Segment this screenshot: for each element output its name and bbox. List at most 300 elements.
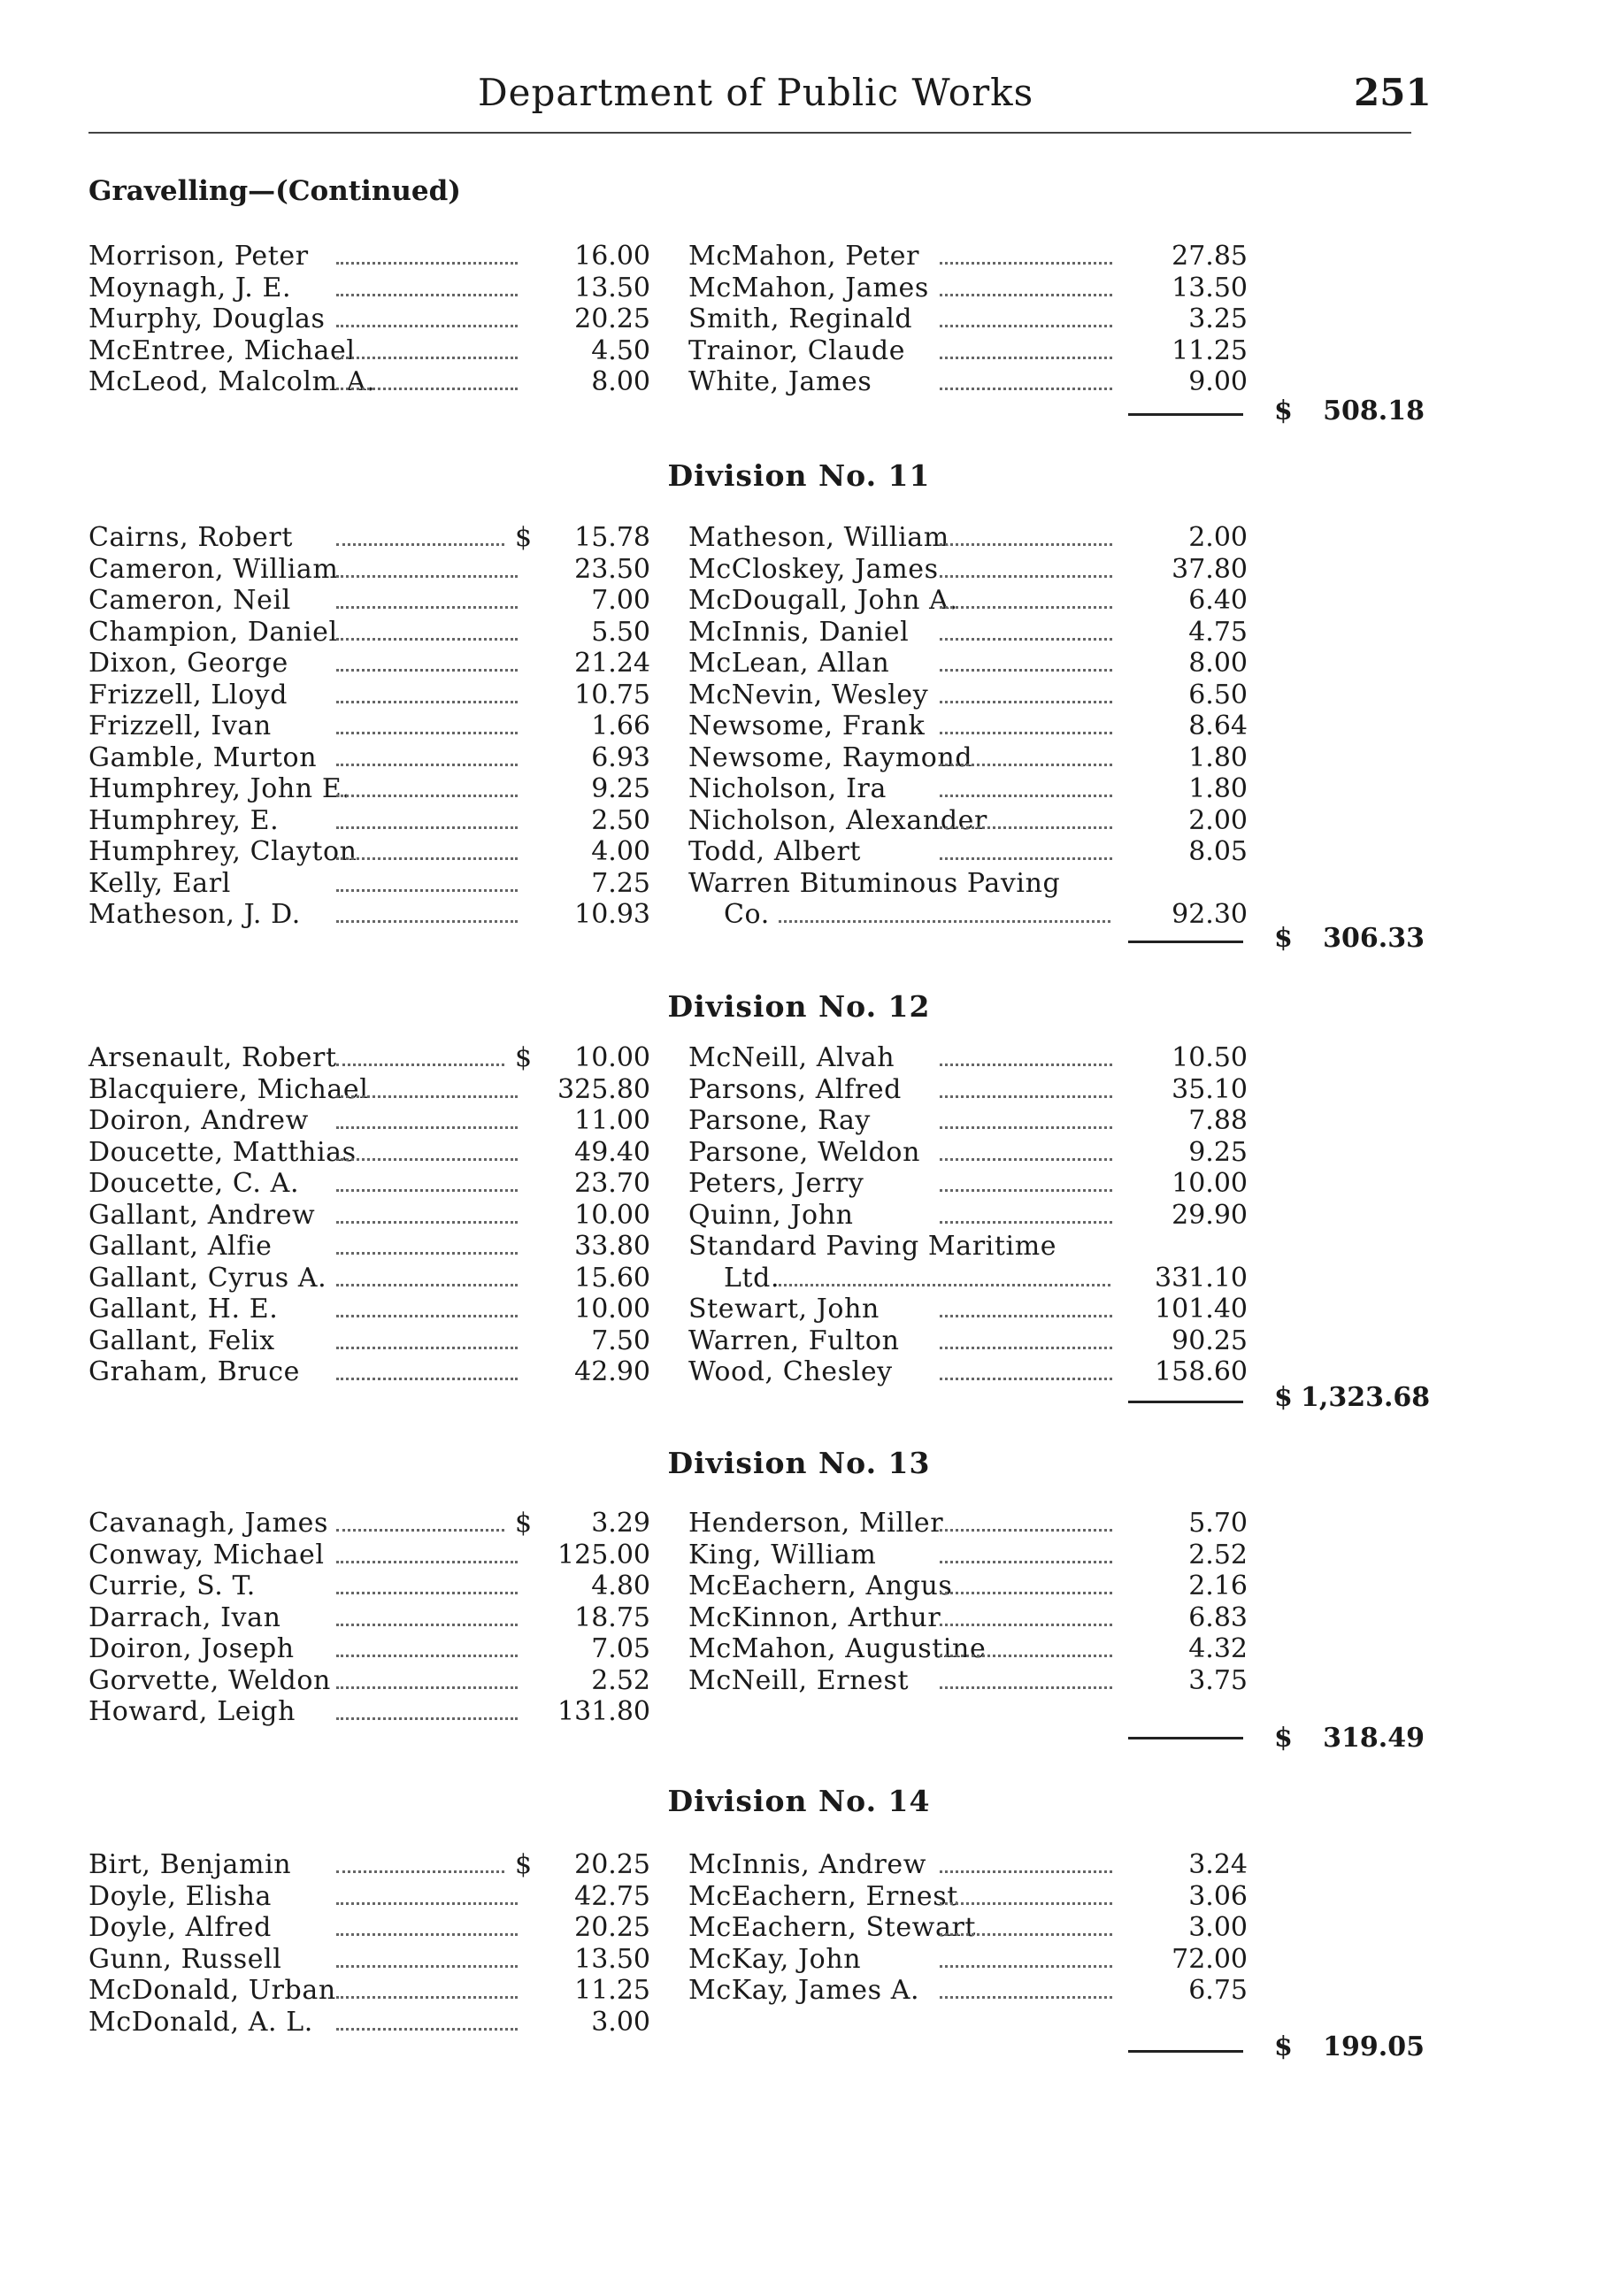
entry-amount: 2.00 (1188, 804, 1248, 836)
entry-name: Kelly, Earl (88, 867, 231, 899)
table-row (0, 1944, 1598, 1976)
entry-name: Matheson, William (688, 522, 949, 553)
leader-dots (940, 1965, 1112, 1968)
entry-amount: 72.00 (1172, 1943, 1248, 1975)
entry-amount: 125.00 (557, 1539, 650, 1570)
entry-name: Co. (724, 899, 770, 930)
entry-name: McKay, James A. (688, 1975, 920, 2006)
leader-dots (940, 1347, 1112, 1349)
section-total: 1,323.68 (1301, 1382, 1431, 1413)
leader-dots (336, 638, 518, 641)
entry-name: Doyle, Alfred (88, 1912, 272, 1943)
dollar-sign: $ (515, 1508, 533, 1539)
table-row (0, 1570, 1598, 1602)
entry-name: McNevin, Wesley (688, 679, 929, 710)
entry-amount: 6.83 (1188, 1601, 1248, 1633)
entry-amount: 15.78 (574, 522, 650, 553)
entry-name: Gallant, Alfie (88, 1231, 273, 1262)
entry-name: Warren, Fulton (688, 1325, 900, 1356)
leader-dots (940, 1189, 1112, 1192)
entry-amount: 18.75 (574, 1601, 650, 1633)
leader-dots (940, 1064, 1112, 1066)
table-row (0, 680, 1598, 711)
total-dollar-sign: $ (1274, 1382, 1293, 1413)
entry-name: Todd, Albert (688, 836, 862, 867)
entry-amount: 49.40 (574, 1136, 650, 1168)
entry-name: Blacquiere, Michael (88, 1073, 369, 1105)
leader-dots (336, 669, 518, 672)
dollar-sign: $ (515, 522, 533, 553)
leader-dots (940, 1221, 1112, 1224)
total-rule (1128, 413, 1243, 416)
entry-amount: 13.50 (574, 1943, 650, 1975)
entry-name: McInnis, Daniel (688, 616, 910, 648)
entry-name: McKay, John (688, 1943, 862, 1975)
entry-name: McNeill, Alvah (688, 1042, 895, 1073)
entry-amount: 15.60 (574, 1262, 650, 1294)
table-row (0, 1137, 1598, 1169)
entry-name: Conway, Michael (88, 1539, 325, 1570)
leader-dots (940, 1126, 1112, 1129)
entry-name: Howard, Leigh (88, 1696, 296, 1727)
leader-dots (336, 1221, 518, 1224)
table-row (0, 1912, 1598, 1944)
leader-dots (940, 1933, 1112, 1936)
entry-name: Ltd. (724, 1262, 780, 1294)
division-title: Division No. 14 (667, 1784, 931, 1818)
leader-dots (336, 1529, 504, 1532)
leader-dots (940, 1655, 1112, 1657)
entry-amount: 27.85 (1172, 241, 1248, 272)
table-row (0, 335, 1598, 367)
entry-name: Parsons, Alfred (688, 1073, 902, 1105)
entry-name: McLean, Allan (688, 648, 890, 679)
entry-name: Currie, S. T. (88, 1570, 256, 1601)
entry-amount: 10.00 (574, 1042, 650, 1073)
entry-name: Gamble, Murton (88, 741, 318, 773)
leader-dots (336, 701, 518, 703)
entry-name: Doiron, Andrew (88, 1105, 309, 1136)
leader-dots (940, 1529, 1112, 1532)
entry-name: Doucette, C. A. (88, 1168, 300, 1199)
table-row (0, 1074, 1598, 1106)
entry-amount: 10.93 (574, 899, 650, 930)
entry-name: Stewart, John (688, 1294, 880, 1325)
leader-dots (940, 575, 1112, 578)
leader-dots (336, 1095, 518, 1098)
entry-amount: 3.24 (1188, 1849, 1248, 1880)
entry-amount: 7.25 (591, 867, 650, 899)
leader-dots (336, 1347, 518, 1349)
entry-amount: 3.25 (1188, 303, 1248, 334)
table-row (0, 585, 1598, 617)
leader-dots (940, 1378, 1112, 1380)
leader-dots (940, 1315, 1112, 1317)
entry-name: Frizzell, Ivan (88, 710, 272, 741)
entry-name: Gallant, Cyrus A. (88, 1262, 327, 1294)
table-row (0, 1633, 1598, 1665)
entry-amount: 4.00 (591, 836, 650, 867)
entry-amount: 8.00 (591, 366, 650, 397)
leader-dots (336, 795, 518, 797)
leader-dots (336, 1315, 518, 1317)
leader-dots (940, 1592, 1112, 1594)
section-total: 318.49 (1323, 1723, 1425, 1754)
entry-name: Newsome, Raymond (688, 741, 973, 773)
table-row (0, 805, 1598, 837)
total-dollar-sign: $ (1274, 395, 1293, 426)
table-row (0, 648, 1598, 680)
entry-amount: 9.25 (591, 773, 650, 804)
entry-name: Quinn, John (688, 1199, 854, 1231)
entry-name: McLeod, Malcolm A. (88, 366, 376, 397)
entry-amount: 3.75 (1188, 1664, 1248, 1696)
entry-amount: 7.05 (591, 1633, 650, 1664)
entry-amount: 9.00 (1188, 366, 1248, 397)
entry-name: Doiron, Joseph (88, 1633, 295, 1664)
leader-dots (336, 1378, 518, 1380)
entry-amount: 331.10 (1155, 1262, 1248, 1294)
table-row (0, 836, 1598, 868)
entry-amount: 23.50 (574, 553, 650, 585)
entry-amount: 13.50 (1172, 272, 1248, 303)
dollar-sign: $ (515, 1849, 533, 1880)
table-row (0, 1881, 1598, 1913)
entry-name: Newsome, Frank (688, 710, 926, 741)
table-row (0, 617, 1598, 649)
leader-dots (336, 889, 518, 892)
entry-name: Humphrey, John E. (88, 773, 351, 804)
leader-dots (336, 1592, 518, 1594)
leader-dots (940, 701, 1112, 703)
leader-dots (336, 1655, 518, 1657)
leader-dots (940, 795, 1112, 797)
entry-name: McEachern, Ernest (688, 1880, 958, 1912)
entry-name: Smith, Reginald (688, 303, 913, 334)
leader-dots (940, 732, 1112, 734)
table-row (0, 1975, 1598, 2007)
entry-amount: 3.00 (1188, 1912, 1248, 1943)
total-rule (1128, 941, 1243, 943)
entry-amount: 92.30 (1172, 899, 1248, 930)
entry-name: Wood, Chesley (688, 1356, 893, 1387)
table-row (0, 1602, 1598, 1634)
leader-dots (336, 1996, 518, 1999)
table-row (0, 868, 1598, 900)
entry-name: Darrach, Ivan (88, 1601, 281, 1633)
leader-dots (940, 1686, 1112, 1689)
entry-amount: 3.29 (591, 1508, 650, 1539)
table-row (0, 1042, 1598, 1074)
leader-dots (940, 638, 1112, 641)
entry-name: Cameron, Neil (88, 585, 291, 616)
entry-amount: 29.90 (1172, 1199, 1248, 1231)
leader-dots (336, 1870, 504, 1873)
leader-dots (336, 1965, 518, 1968)
leader-dots (336, 1686, 518, 1689)
table-row (0, 742, 1598, 774)
entry-name: McMahon, Augustine (688, 1633, 987, 1664)
table-row (0, 241, 1598, 273)
entry-name: McKinnon, Arthur (688, 1601, 941, 1633)
table-row (0, 1665, 1598, 1697)
entry-amount: 21.24 (574, 648, 650, 679)
entry-amount: 6.75 (1188, 1975, 1248, 2006)
entry-amount: 8.00 (1188, 648, 1248, 679)
leader-dots (336, 357, 518, 359)
entry-amount: 2.16 (1188, 1570, 1248, 1601)
entry-name: Gallant, H. E. (88, 1294, 279, 1325)
entry-name: McEachern, Stewart (688, 1912, 977, 1943)
entry-amount: 5.50 (591, 616, 650, 648)
entry-name: Peters, Jerry (688, 1168, 864, 1199)
leader-dots (336, 1126, 518, 1129)
leader-dots (940, 1624, 1112, 1626)
leader-dots (336, 920, 518, 923)
leader-dots (940, 325, 1112, 327)
leader-dots (940, 857, 1112, 860)
entry-amount: 2.50 (591, 804, 650, 836)
entry-name: Gunn, Russell (88, 1943, 282, 1975)
entry-name: Cavanagh, James (88, 1508, 328, 1539)
entry-amount: 11.00 (574, 1105, 650, 1136)
entry-name: Humphrey, Clayton (88, 836, 357, 867)
leader-dots (779, 920, 1110, 923)
leader-dots (940, 1158, 1112, 1161)
entry-amount: 42.90 (574, 1356, 650, 1387)
entry-name: Gorvette, Weldon (88, 1664, 331, 1696)
entry-name: Morrison, Peter (88, 241, 309, 272)
entry-name: Gallant, Andrew (88, 1199, 316, 1231)
table-row (0, 1231, 1598, 1263)
entry-name: Cameron, William (88, 553, 339, 585)
total-dollar-sign: $ (1274, 2031, 1293, 2062)
leader-dots (336, 388, 518, 390)
entry-amount: 101.40 (1155, 1294, 1248, 1325)
section-heading: Gravelling—(Continued) (88, 175, 461, 207)
leader-dots (336, 575, 518, 578)
table-row (0, 1263, 1598, 1294)
entry-name: Arsenault, Robert (88, 1042, 337, 1073)
leader-dots (940, 388, 1112, 390)
leader-dots (336, 606, 518, 609)
entry-name: Parsone, Ray (688, 1105, 871, 1136)
dollar-sign: $ (515, 1042, 533, 1073)
leader-dots (940, 1902, 1112, 1905)
leader-dots (336, 1902, 518, 1905)
leader-dots (336, 1284, 518, 1286)
table-row (0, 554, 1598, 586)
leader-dots (940, 1870, 1112, 1873)
table-row (0, 366, 1598, 398)
entry-name: Frizzell, Lloyd (88, 679, 288, 710)
entry-name: McInnis, Andrew (688, 1849, 927, 1880)
entry-amount: 37.80 (1172, 553, 1248, 585)
entry-name: Birt, Benjamin (88, 1849, 292, 1880)
entry-name: Matheson, J. D. (88, 899, 301, 930)
division-title: Division No. 13 (667, 1446, 931, 1480)
entry-amount: 11.25 (1172, 334, 1248, 366)
entry-name: McNeill, Ernest (688, 1664, 910, 1696)
leader-dots (940, 764, 1112, 766)
section-total: 508.18 (1323, 395, 1425, 426)
total-rule (1128, 1737, 1243, 1739)
leader-dots (940, 1996, 1112, 1999)
entry-amount: 7.00 (591, 585, 650, 616)
entry-name: Cairns, Robert (88, 522, 293, 553)
entry-name: McDonald, A. L. (88, 2006, 313, 2038)
entry-name: McEachern, Angus (688, 1570, 953, 1601)
leader-dots (940, 1095, 1112, 1098)
table-row (0, 1294, 1598, 1325)
leader-dots (336, 764, 518, 766)
entry-amount: 1.80 (1188, 741, 1248, 773)
entry-amount: 1.66 (591, 710, 650, 741)
header-rule (88, 132, 1411, 134)
entry-amount: 5.70 (1188, 1508, 1248, 1539)
entry-name: White, James (688, 366, 872, 397)
leader-dots (336, 1624, 518, 1626)
entry-amount: 2.52 (1188, 1539, 1248, 1570)
entry-name: King, William (688, 1539, 877, 1570)
entry-amount: 90.25 (1172, 1325, 1248, 1356)
entry-amount: 158.60 (1155, 1356, 1248, 1387)
entry-amount: 33.80 (574, 1231, 650, 1262)
entry-name: Doyle, Elisha (88, 1880, 272, 1912)
leader-dots (940, 294, 1112, 296)
entry-amount: 4.80 (591, 1570, 650, 1601)
leader-dots (940, 543, 1112, 546)
entry-amount: 16.00 (574, 241, 650, 272)
entry-name: Henderson, Miller (688, 1508, 944, 1539)
section-total: 306.33 (1323, 923, 1425, 954)
entry-name: Nicholson, Ira (688, 773, 887, 804)
entry-name: Warren Bituminous Paving (688, 867, 1061, 899)
entry-name: Nicholson, Alexander (688, 804, 987, 836)
entry-amount: 10.50 (1172, 1042, 1248, 1073)
entry-amount: 11.25 (574, 1975, 650, 2006)
table-row (0, 1325, 1598, 1357)
division-title: Division No. 11 (667, 458, 931, 493)
entry-name: McEntree, Michael (88, 334, 356, 366)
total-dollar-sign: $ (1274, 1723, 1293, 1754)
leader-dots (336, 1189, 518, 1192)
entry-name: McDougall, John A. (688, 585, 958, 616)
table-row (0, 522, 1598, 554)
entry-name: McMahon, James (688, 272, 929, 303)
entry-name: Standard Paving Maritime (688, 1231, 1057, 1262)
entry-amount: 2.00 (1188, 522, 1248, 553)
leader-dots (940, 606, 1112, 609)
page-title: Department of Public Works (478, 71, 1034, 114)
leader-dots (336, 262, 518, 265)
leader-dots (336, 2028, 518, 2031)
entry-name: McCloskey, James (688, 553, 939, 585)
entry-name: McMahon, Peter (688, 241, 920, 272)
entry-amount: 20.25 (574, 1849, 650, 1880)
entry-amount: 7.88 (1188, 1105, 1248, 1136)
entry-amount: 3.00 (591, 2006, 650, 2038)
entry-name: Parsone, Weldon (688, 1136, 920, 1168)
entry-amount: 20.25 (574, 303, 650, 334)
leader-dots (336, 1933, 518, 1936)
leader-dots (336, 325, 518, 327)
entry-amount: 6.50 (1188, 679, 1248, 710)
entry-name: Moynagh, J. E. (88, 272, 292, 303)
entry-amount: 131.80 (557, 1696, 650, 1727)
entry-amount: 4.32 (1188, 1633, 1248, 1664)
entry-amount: 35.10 (1172, 1073, 1248, 1105)
entry-amount: 325.80 (557, 1073, 650, 1105)
entry-amount: 20.25 (574, 1912, 650, 1943)
leader-dots (336, 1561, 518, 1563)
entry-name: Dixon, George (88, 648, 288, 679)
table-row (0, 1540, 1598, 1571)
entry-name: Humphrey, E. (88, 804, 280, 836)
entry-amount: 23.70 (574, 1168, 650, 1199)
leader-dots (779, 1284, 1110, 1286)
leader-dots (940, 1561, 1112, 1563)
table-row (0, 273, 1598, 304)
entry-amount: 10.00 (574, 1199, 650, 1231)
entry-amount: 10.00 (574, 1294, 650, 1325)
entry-amount: 1.80 (1188, 773, 1248, 804)
leader-dots (336, 732, 518, 734)
entry-amount: 4.50 (591, 334, 650, 366)
entry-name: Champion, Daniel (88, 616, 338, 648)
table-row (0, 710, 1598, 742)
entry-name: McDonald, Urban (88, 1975, 336, 2006)
entry-amount: 6.93 (591, 741, 650, 773)
leader-dots (336, 1252, 518, 1255)
entry-amount: 42.75 (574, 1880, 650, 1912)
leader-dots (940, 357, 1112, 359)
table-row (0, 1200, 1598, 1232)
total-rule (1128, 2050, 1243, 2053)
total-rule (1128, 1401, 1243, 1403)
leader-dots (336, 294, 518, 296)
entry-amount: 8.05 (1188, 836, 1248, 867)
entry-name: Gallant, Felix (88, 1325, 275, 1356)
entry-name: Trainor, Claude (688, 334, 906, 366)
entry-amount: 13.50 (574, 272, 650, 303)
entry-amount: 9.25 (1188, 1136, 1248, 1168)
entry-amount: 6.40 (1188, 585, 1248, 616)
leader-dots (336, 1158, 518, 1161)
table-row (0, 773, 1598, 805)
total-dollar-sign: $ (1274, 923, 1293, 954)
entry-amount: 10.00 (1172, 1168, 1248, 1199)
leader-dots (336, 1717, 518, 1720)
leader-dots (940, 262, 1112, 265)
leader-dots (336, 857, 518, 860)
page-number: 251 (1354, 71, 1432, 114)
entry-name: Graham, Bruce (88, 1356, 300, 1387)
table-row (0, 1508, 1598, 1540)
table-row (0, 303, 1598, 335)
table-row (0, 1849, 1598, 1881)
entry-amount: 10.75 (574, 679, 650, 710)
table-row (0, 1168, 1598, 1200)
leader-dots (336, 543, 504, 546)
entry-amount: 3.06 (1188, 1880, 1248, 1912)
table-row (0, 1105, 1598, 1137)
entry-amount: 8.64 (1188, 710, 1248, 741)
leader-dots (940, 669, 1112, 672)
entry-amount: 7.50 (591, 1325, 650, 1356)
leader-dots (940, 826, 1112, 829)
entry-name: Doucette, Matthias (88, 1136, 357, 1168)
